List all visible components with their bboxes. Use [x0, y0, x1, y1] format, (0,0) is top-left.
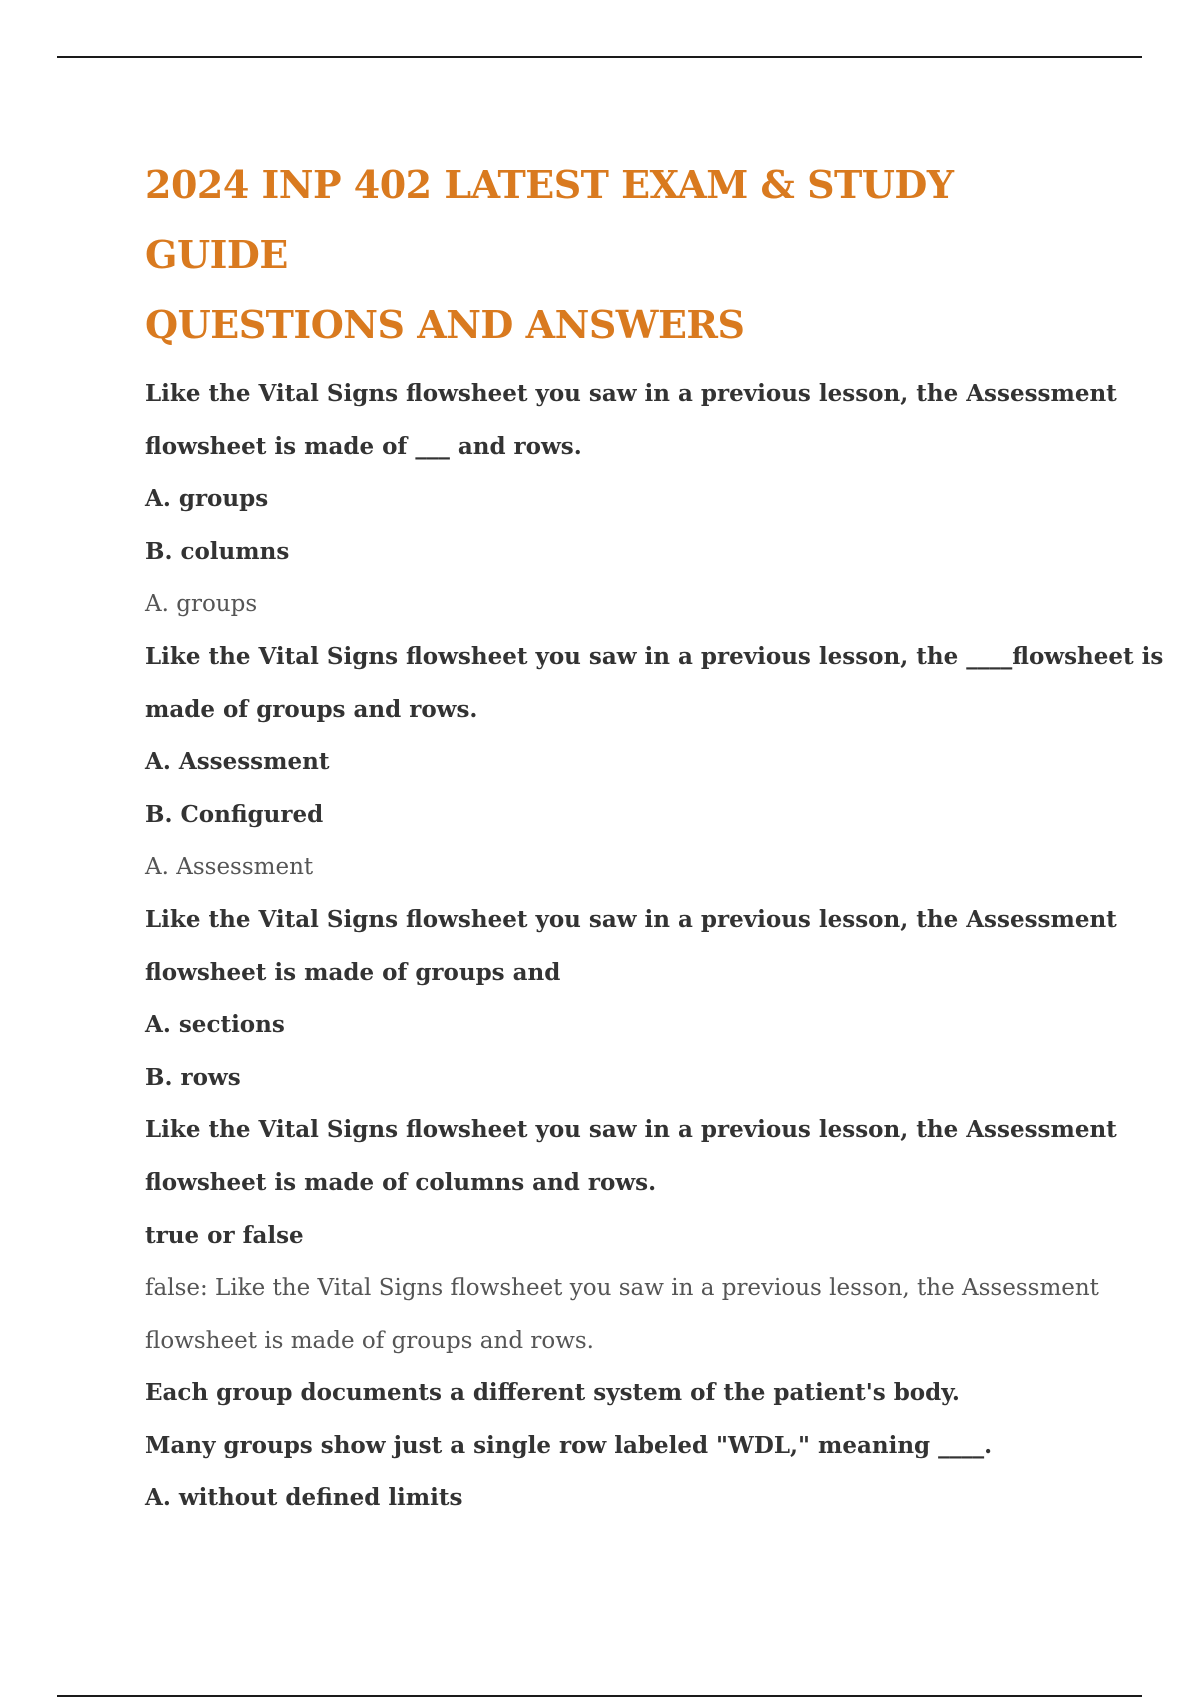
bottom-rule — [57, 1695, 1142, 1697]
title-line-1: 2024 INP 402 LATEST EXAM & STUDY GUIDE — [145, 162, 954, 277]
question-line: Like the Vital Signs flowsheet you saw in a previous lesson, the Assessment — [145, 905, 1117, 933]
top-rule — [57, 56, 1142, 58]
option-b: B. rows — [145, 1063, 241, 1091]
question-1 — [145, 368, 1117, 473]
option-a: A. groups — [145, 485, 269, 513]
answer-4 — [145, 1262, 1099, 1367]
question-line: flowsheet is made of columns and rows. — [145, 1168, 657, 1196]
question-line: Like the Vital Signs flowsheet you saw in a previous lesson, the Assessment — [145, 380, 1117, 407]
answer: A. groups — [145, 591, 258, 618]
page-title — [145, 150, 1085, 360]
answer-line: false: Like the Vital Signs flowsheet you saw in a previous lesson, the Assessment — [145, 1275, 1099, 1302]
question-line: Like the Vital Signs flowsheet you saw in a previous lesson, the Assessment — [145, 1116, 1117, 1144]
option-b: B. Configured — [145, 800, 324, 828]
option-true-false: true or false — [145, 1221, 304, 1249]
question-2 — [145, 631, 1164, 736]
question-line: flowsheet is made of ___ and rows. — [145, 432, 582, 460]
question-line: made of groups and rows. — [145, 695, 478, 723]
question-line: flowsheet is made of groups and — [145, 958, 561, 986]
option-a: A. sections — [145, 1011, 285, 1039]
answer: A. Assessment — [145, 854, 314, 881]
option-b: B. columns — [145, 537, 290, 565]
question-3 — [145, 894, 1117, 999]
question-5: Many groups show just a single row labeled "WDL," meaning ____. — [145, 1431, 993, 1459]
question-4 — [145, 1104, 1117, 1209]
question-line: Like the Vital Signs flowsheet you saw in a previous lesson, the ____flowsheet is — [145, 642, 1164, 670]
option-a: A. Assessment — [145, 748, 330, 776]
answer-line: flowsheet is made of groups and rows. — [145, 1327, 594, 1354]
title-line-2: QUESTIONS AND ANSWERS — [145, 302, 745, 347]
option-a: A. without defined limits — [145, 1484, 463, 1512]
statement: Each group documents a different system of the patient's body. — [145, 1379, 960, 1407]
document-body — [145, 150, 1164, 1525]
